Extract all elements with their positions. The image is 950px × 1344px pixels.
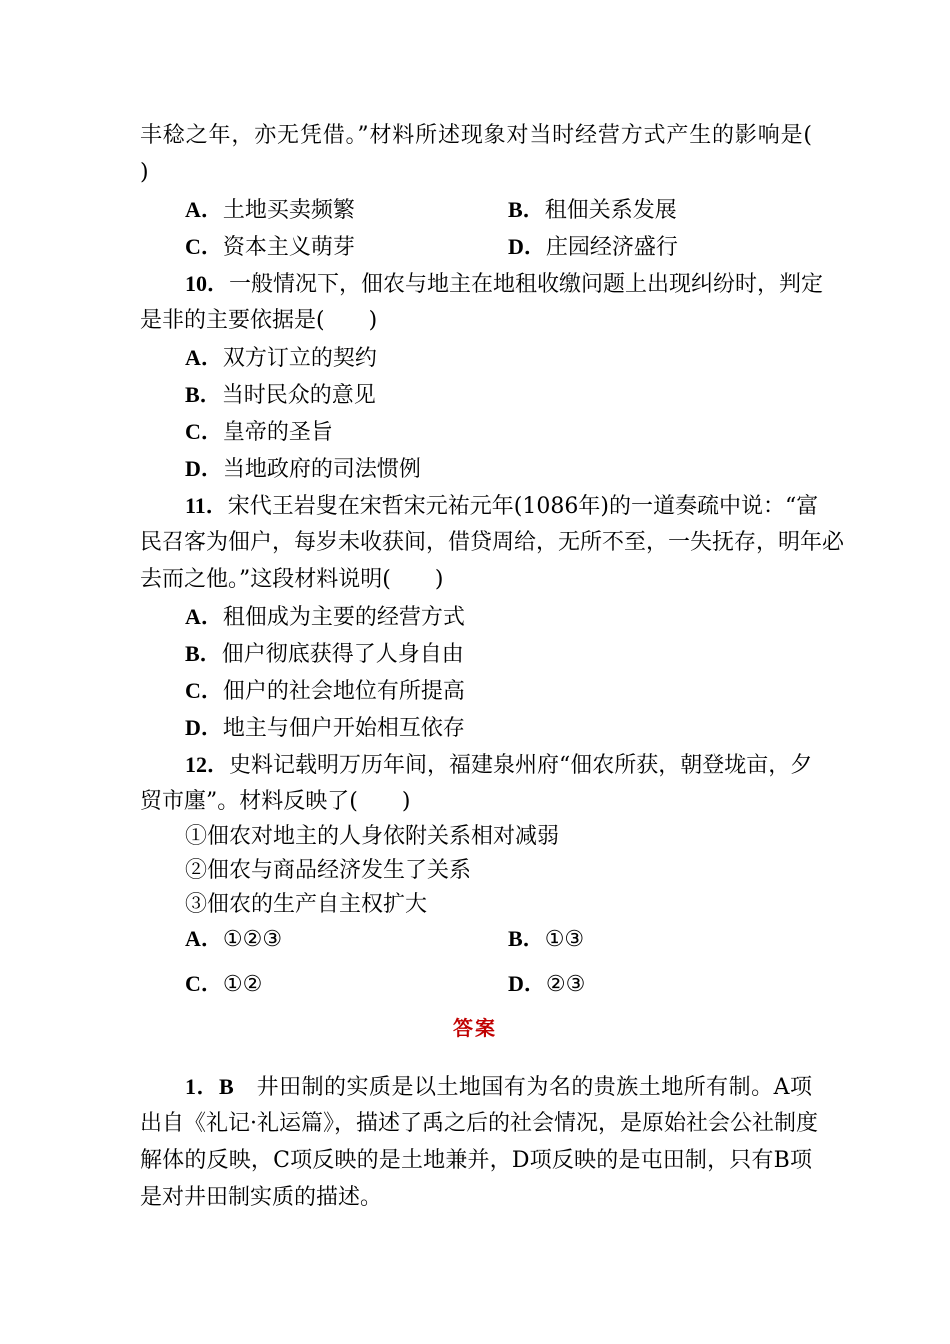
question-12-stem: 12．史料记载明万历年间，福建泉州府“佃农所获，朝登垅亩，夕 <box>185 752 813 778</box>
q12-option-a: A．①②③ <box>185 926 283 952</box>
q9-option-d: D．庄园经济盛行 <box>508 234 678 260</box>
q9-option-a: A．土地买卖频繁 <box>185 197 355 223</box>
question-10-stem: 10．一般情况下，佃农与地主在地租收缴问题上出现纠纷时，判定 <box>185 271 824 297</box>
question-11-stem-end: 去而之他。”这段材料说明( ) <box>140 567 444 592</box>
answer-1-line-3: 解体的反映，C项反映的是土地兼并，D项反映的是屯田制，只有B项 <box>140 1148 812 1173</box>
question-11-stem-cont: 民召客为佃户，每岁未收获间，借贷周给，无所不至，一失抚存，明年必 <box>140 530 845 555</box>
q12-option-d: D．②③ <box>508 971 586 997</box>
question-10-stem-cont: 是非的主要依据是( ) <box>140 308 378 333</box>
q12-statement-1: ①佃农对地主的人身依附关系相对减弱 <box>185 824 560 849</box>
question-9-stem-line: 丰稔之年，亦无凭借。”材料所述现象对当时经营方式产生的影响是( <box>140 123 812 148</box>
question-11-stem: 11．宋代王岩叟在宋哲宋元祐元年(1086年)的一道奏疏中说：“富 <box>185 493 819 519</box>
q12-statement-3: ③佃农的生产自主权扩大 <box>185 892 428 917</box>
q10-option-d: D．当地政府的司法惯例 <box>185 456 421 482</box>
q10-option-c: C．皇帝的圣旨 <box>185 419 333 445</box>
q11-option-a: A．租佃成为主要的经营方式 <box>185 604 465 630</box>
answer-heading: 答案 <box>453 1016 497 1040</box>
q11-option-d: D．地主与佃户开始相互依存 <box>185 715 465 741</box>
q12-option-b: B．①③ <box>508 926 585 952</box>
q10-option-b: B．当时民众的意见 <box>185 382 376 408</box>
answer-1-line-4: 是对井田制实质的描述。 <box>140 1185 383 1210</box>
q9-option-b: B．租佃关系发展 <box>508 197 677 223</box>
q11-option-c: C．佃户的社会地位有所提高 <box>185 678 465 704</box>
q9-option-c: C．资本主义萌芽 <box>185 234 355 260</box>
answer-1-line-2: 出自《礼记·礼运篇》，描述了禹之后的社会情况，是原始社会公社制度 <box>140 1111 818 1136</box>
q12-option-c: C．①② <box>185 971 263 997</box>
q10-option-a: A．双方订立的契约 <box>185 345 377 371</box>
answer-1-line-1: 1．B 井田制的实质是以土地国有为名的贵族土地所有制。A项 <box>185 1074 812 1100</box>
q12-statement-2: ②佃农与商品经济发生了关系 <box>185 858 472 883</box>
q11-option-b: B．佃户彻底获得了人身自由 <box>185 641 464 667</box>
question-12-stem-cont: 贸市廛”。材料反映了( ) <box>140 789 411 814</box>
question-9-stem-close: ) <box>140 160 149 185</box>
